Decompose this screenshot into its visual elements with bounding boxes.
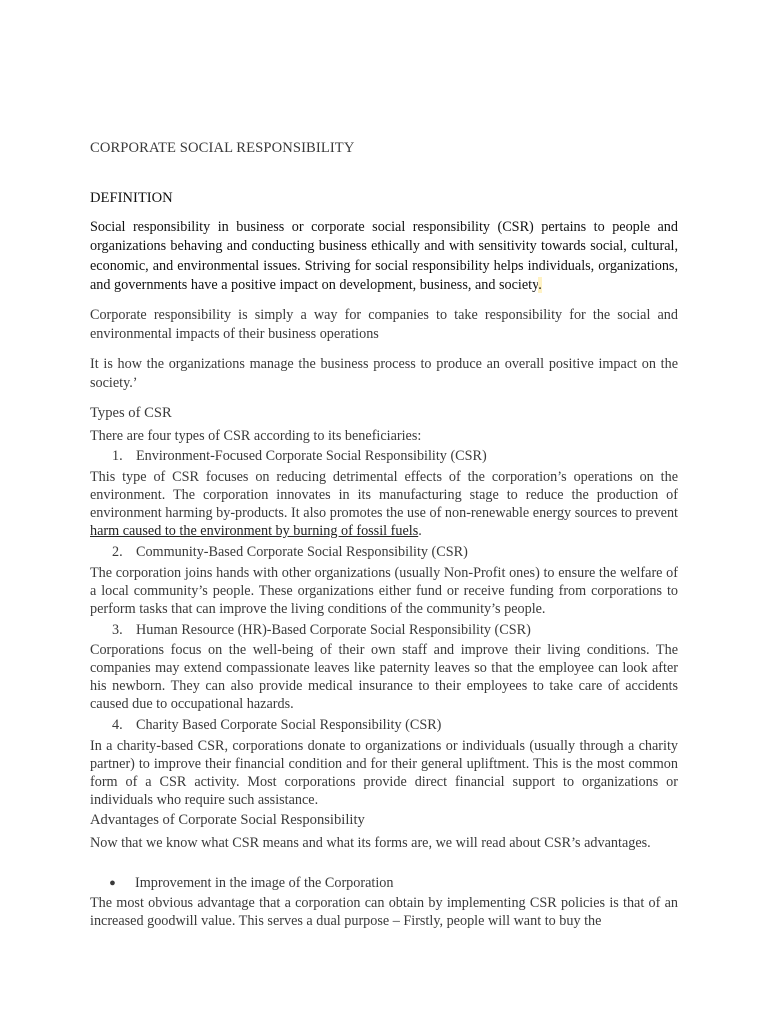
- advantages-heading: Advantages of Corporate Social Responsibility: [90, 812, 365, 828]
- types-intro: There are four types of CSR according to its beneficiaries:: [90, 428, 422, 444]
- fossil-fuels-link[interactable]: harm caused to the environment by burning of fossil fuels: [90, 523, 419, 539]
- definition-paragraph: [90, 218, 678, 295]
- list-item-number: 4.: [112, 717, 123, 733]
- bullet-label: Improvement in the image of the Corporation: [135, 875, 394, 891]
- bullet-icon: ●: [109, 877, 116, 889]
- list-item-number: 3.: [112, 622, 123, 638]
- list-item-title: [112, 716, 678, 734]
- list-item-title: [112, 447, 678, 465]
- list-item-label: Environment-Focused Corporate Social Responsibility (CSR): [136, 448, 487, 464]
- list-item-description: In a charity-based CSR, corporations donate to organizations or individuals (usually through a charity partner) to improve their financial condition and for their general upliftment. This is the most common form of a CSR activity. Most corporations provide direct financial support to organizations or individuals who require such assistance.: [90, 738, 678, 808]
- definition-text: Social responsibility in business or corporate social responsibility (CSR) pertains to people and organizations behaving and conducting business ethically and with sensitivity towards social, cultural, economic, and environmental issues. Striving for social responsibility helps individuals, organizations, and governments have a positive impact on development, business, and society: [90, 219, 678, 293]
- list-item-description: [90, 468, 678, 540]
- list-item-description: The corporation joins hands with other organizations (usually Non-Profit ones) to ensure the welfare of a local community’s people. These organizations either fund or receive funding from corporations to perform tasks that can improve the living conditions of the community’s people.: [90, 565, 678, 617]
- how-paragraph: It is how the organizations manage the business process to produce an overall positive impact on the society.’: [90, 356, 678, 391]
- list-item-label: Community-Based Corporate Social Responsibility (CSR): [136, 544, 468, 560]
- definition-end: .: [538, 276, 542, 293]
- advantages-intro: Now that we know what CSR means and what its forms are, we will read about CSR’s advantages.: [90, 835, 651, 851]
- list-item-number: 1.: [112, 448, 123, 464]
- list-item-number: 2.: [112, 544, 123, 560]
- list-item-label: Human Resource (HR)-Based Corporate Social Responsibility (CSR): [136, 622, 531, 638]
- bullet-item: [90, 874, 678, 892]
- types-heading: Types of CSR: [90, 405, 172, 421]
- definition-heading: DEFINITION: [90, 190, 173, 206]
- last-paragraph: The most obvious advantage that a corporation can obtain by implementing CSR policies is that of an increased goodwill value. This serves a dual purpose – Firstly, people will want to buy the: [90, 895, 678, 929]
- list-item-title: [112, 621, 678, 639]
- list-item-text-end: .: [418, 523, 422, 539]
- list-item-title: [112, 543, 678, 561]
- list-item-description: Corporations focus on the well-being of their own staff and improve their living conditions. The companies may extend compassionate leaves like paternity leaves so that the employee can look after his newborn. They can also provide medical insurance to their employees to take care of accidents caused due to occupational hazards.: [90, 642, 678, 712]
- document-title: CORPORATE SOCIAL RESPONSIBILITY: [90, 140, 355, 156]
- list-item-label: Charity Based Corporate Social Responsibility (CSR): [136, 717, 442, 733]
- list-item-text: This type of CSR focuses on reducing detrimental effects of the corporation’s operations on the environment. The corporation innovates in its manufacturing stage to reduce the production of environment harming by-products. It also promotes the use of non-renewable energy sources to prevent: [90, 469, 678, 521]
- corporate-paragraph: Corporate responsibility is simply a way for companies to take responsibility for the social and environmental impacts of their business operations: [90, 307, 678, 342]
